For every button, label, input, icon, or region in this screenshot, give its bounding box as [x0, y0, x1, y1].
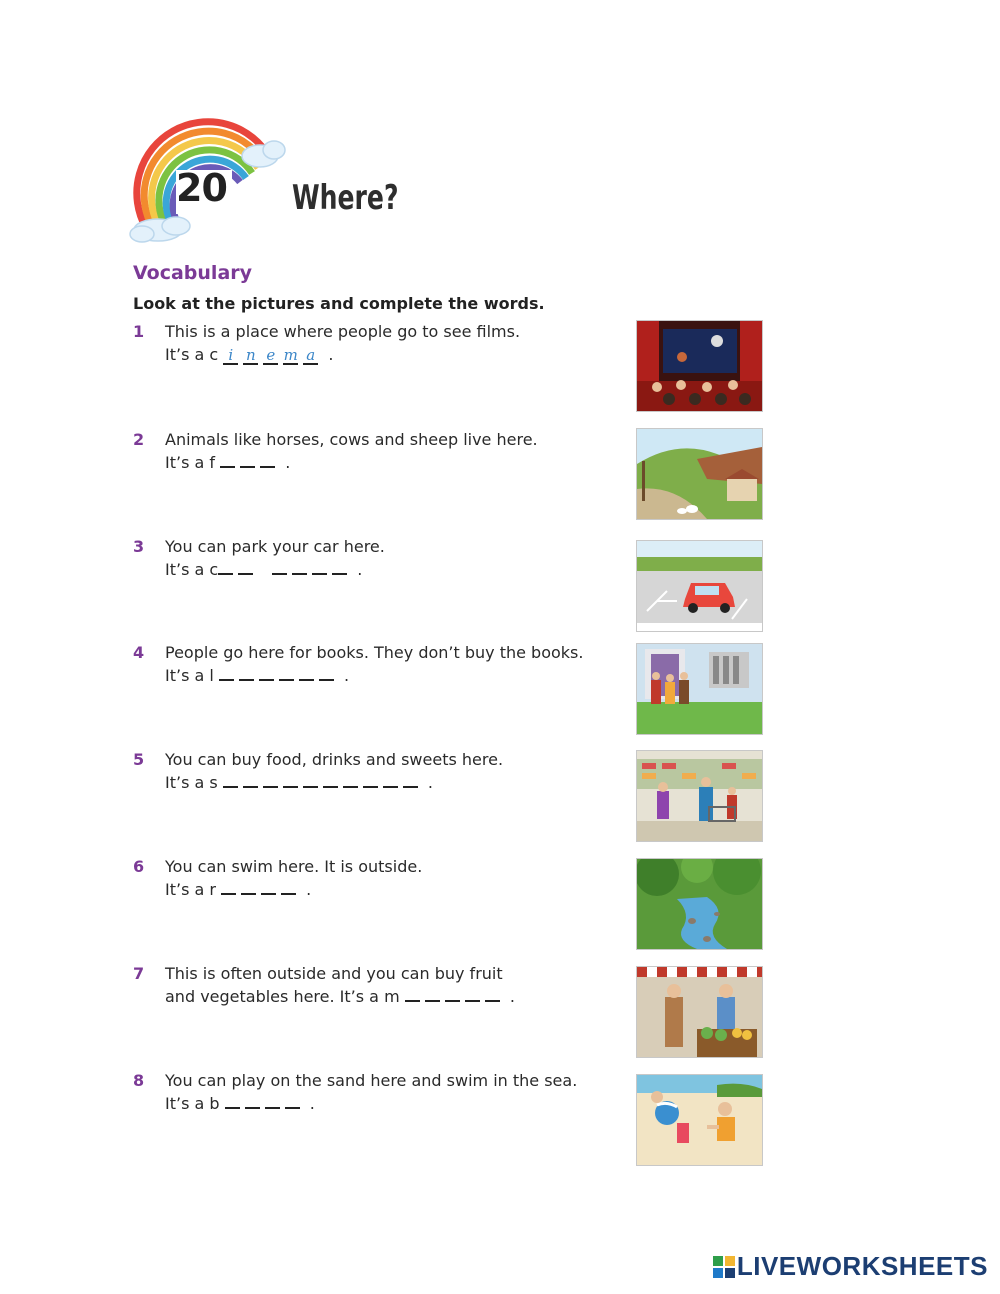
answer-blank-input[interactable] — [383, 772, 398, 788]
answer-blank-input[interactable] — [465, 986, 480, 1002]
answer-blank-input[interactable] — [225, 1093, 240, 1109]
answer-blank-input[interactable] — [363, 772, 378, 788]
beach-picture — [636, 1074, 763, 1166]
answer-prefix: It’s a r — [165, 880, 216, 899]
answer-line — [165, 1092, 577, 1115]
question-number: 2 — [133, 430, 145, 449]
question-number: 4 — [133, 643, 145, 662]
answer-suffix: . — [357, 560, 363, 579]
answer-blank-input[interactable] — [281, 879, 296, 895]
supermarket-picture — [636, 750, 763, 842]
answer-blank-input[interactable] — [265, 1093, 280, 1109]
answer-prefix: It’s a b — [165, 1094, 220, 1113]
answer-prefix: It’s a l — [165, 666, 214, 685]
answer-blank-input[interactable] — [299, 665, 314, 681]
answer-blank-input[interactable] — [319, 665, 334, 681]
answer-blank-input[interactable] — [260, 452, 275, 468]
answer-blank-input[interactable] — [405, 986, 420, 1002]
answer-suffix: . — [344, 666, 350, 685]
market-picture — [636, 966, 763, 1058]
answer-blank-input[interactable] — [272, 559, 287, 575]
logo-text: LIVEWORKSHEETS — [736, 1251, 988, 1281]
answer-blank-input[interactable] — [485, 986, 500, 1002]
answer-suffix: . — [309, 1094, 315, 1113]
question-text: This is a place where people go to see films. — [165, 322, 521, 341]
answer-suffix: . — [285, 453, 291, 472]
answer-blank-input[interactable] — [220, 452, 235, 468]
unit-number: 20 — [176, 166, 227, 210]
answer-line — [165, 878, 422, 901]
river-picture — [636, 858, 763, 950]
answer-blank-input[interactable] — [343, 772, 358, 788]
question-number: 6 — [133, 857, 145, 876]
answer-line — [165, 771, 503, 794]
answer-suffix: . — [328, 345, 334, 364]
answer-blank-input[interactable] — [241, 879, 256, 895]
question-text: You can buy food, drinks and sweets here. — [165, 750, 504, 769]
answer-prefix: It’s a c — [165, 560, 219, 579]
question-number: 7 — [133, 964, 145, 983]
answer-blank-input[interactable] — [223, 772, 238, 788]
question-text: People go here for books. They don’t buy the books. — [165, 643, 584, 662]
cinema-picture — [636, 320, 763, 412]
library-picture — [636, 643, 763, 735]
question-text: You can park your car here. — [165, 537, 385, 556]
answer-prefix: It’s a f — [165, 453, 216, 472]
question-number: 3 — [133, 537, 145, 556]
answer-blank-input[interactable] — [403, 772, 418, 788]
answer-prefix: It’s a c — [165, 345, 219, 364]
answer-suffix: . — [509, 987, 515, 1006]
answer-line — [165, 558, 385, 581]
answer-blank-input[interactable] — [263, 772, 278, 788]
instruction-text: Look at the pictures and complete the words. — [133, 294, 545, 313]
answer-letter-input[interactable]: n — [243, 348, 258, 365]
answer-blank-input[interactable] — [219, 665, 234, 681]
answer-line — [165, 451, 538, 474]
answer-blank-input[interactable] — [312, 559, 327, 575]
answer-blank-input[interactable] — [303, 772, 318, 788]
section-title: Vocabulary — [133, 262, 253, 284]
answer-suffix: . — [427, 773, 434, 792]
answer-blank-input[interactable] — [292, 559, 307, 575]
answer-blank-input[interactable] — [332, 559, 347, 575]
car-park-picture — [636, 540, 763, 632]
liveworksheets-logo-icon — [713, 1256, 735, 1278]
answer-blank-input[interactable] — [259, 665, 274, 681]
answer-blank-input[interactable] — [238, 559, 253, 575]
answer-letter-input[interactable]: e — [263, 348, 278, 365]
answer-blank-input[interactable] — [239, 665, 254, 681]
question-number: 1 — [133, 322, 145, 341]
answer-prefix: and vegetables here. It’s a m — [165, 987, 400, 1006]
answer-suffix: . — [306, 880, 312, 899]
answer-letter-input[interactable]: i — [223, 348, 238, 365]
question-number: 8 — [133, 1071, 145, 1090]
answer-blank-input[interactable] — [218, 559, 233, 575]
question-text: Animals like horses, cows and sheep live here. — [165, 430, 538, 449]
answer-blank-input[interactable] — [445, 986, 460, 1002]
liveworksheets-logo[interactable] — [713, 1251, 988, 1282]
answer-blank-input[interactable] — [261, 879, 276, 895]
answer-line — [165, 343, 520, 366]
question-text: You can play on the sand here and swim in the sea. — [165, 1071, 578, 1090]
answer-letter-input[interactable]: m — [283, 346, 298, 364]
page-title: Where? — [292, 178, 399, 218]
answer-blank-input[interactable] — [243, 772, 258, 788]
farm-picture — [636, 428, 763, 520]
answer-blank-input[interactable] — [283, 772, 298, 788]
answer-blank-input[interactable] — [323, 772, 338, 788]
answer-blank-input[interactable] — [285, 1093, 300, 1109]
answer-line — [165, 985, 515, 1008]
answer-blank-input[interactable] — [425, 986, 440, 1002]
answer-prefix: It’s a s — [165, 773, 218, 792]
answer-blank-input[interactable] — [221, 879, 236, 895]
answer-line — [165, 664, 583, 687]
answer-letter-input[interactable]: a — [303, 348, 318, 365]
question-text: You can swim here. It is outside. — [165, 857, 423, 876]
answer-blank-input[interactable] — [240, 452, 255, 468]
answer-blank-input[interactable] — [279, 665, 294, 681]
question-text: This is often outside and you can buy fruit — [165, 964, 503, 983]
answer-blank-input[interactable] — [245, 1093, 260, 1109]
question-number: 5 — [133, 750, 145, 769]
